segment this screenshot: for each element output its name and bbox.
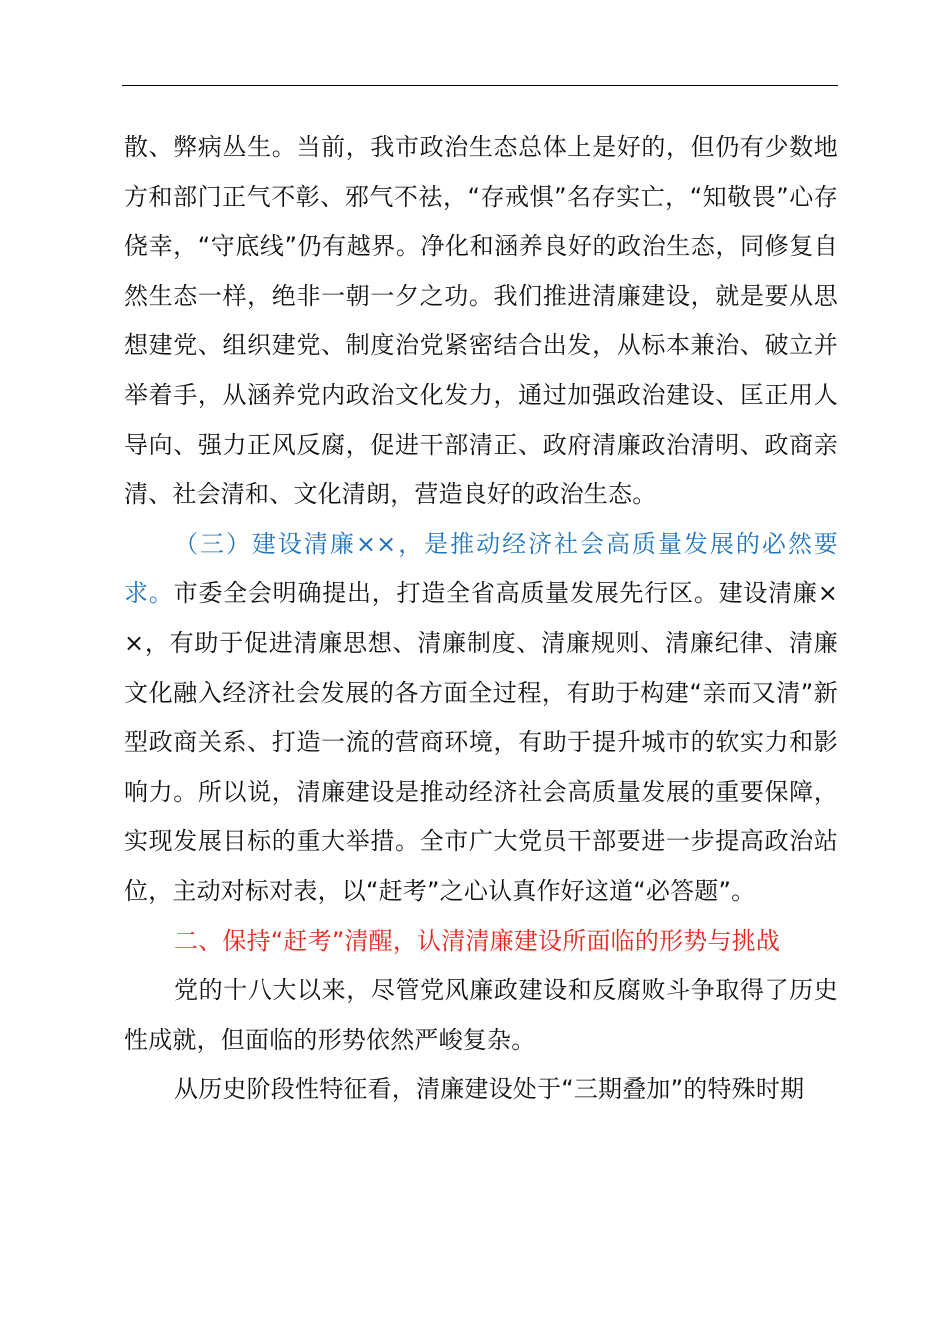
paragraph-text: 党的十八大以来，尽管党风廉政建设和反腐败斗争取得了历史性成就，但面临的形势依然严峻复杂。 bbox=[124, 976, 838, 1054]
paragraph-high-quality-development bbox=[124, 520, 838, 917]
paragraph-text: 市委全会明确提出，打造全省高质量发展先行区。建设清廉××，有助于促进清廉思想、清廉制度、清廉规则、清廉纪律、清廉文化融入经济社会发展的各方面全过程，有助于构建“亲而又清”新型政商关系、打造一流的营商环境，有助于提升城市的软实力和影响力。所以说，清廉建设是推动经济社会高质量发展的重要保障，实现发展目标的重大举措。全市广大党员干部要进一步提高政治站位，主动对标对表，以“赶考”之心认真作好这道“必答题”。 bbox=[124, 579, 838, 905]
document-body bbox=[124, 123, 838, 1115]
subheading-three: （三）建设清廉××，是推动经济社会高质量发展的必然要求。 bbox=[124, 529, 838, 608]
header-rule bbox=[122, 85, 838, 86]
section-heading-two: 二、保持“赶考”清醒，认清清廉建设所面临的形势与挑战 bbox=[174, 926, 781, 955]
paragraph-text: 从历史阶段性特征看，清廉建设处于“三期叠加”的特殊时期 bbox=[174, 1075, 805, 1104]
paragraph-political-ecology bbox=[124, 123, 838, 520]
paragraph-historical-stage bbox=[124, 1065, 838, 1115]
paragraph-text: 散、弊病丛生。当前，我市政治生态总体上是好的，但仍有少数地方和部门正气不彰、邪气不祛，“存戒惧”名存实亡，“知敬畏”心存侥幸，“守底线”仍有越界。净化和涵养良好的政治生态，同修复自然生态一样，绝非一朝一夕之功。我们推进清廉建设，就是要从思想建党、组织建党、制度治党紧密结合出发，从标本兼治、破立并举着手，从涵养党内政治文化发力，通过加强政治建设、匡正用人导向、强力正风反腐，促进干部清正、政府清廉政治清明、政商亲清、社会清和、文化清朗，营造良好的政治生态。 bbox=[124, 133, 838, 509]
paragraph-situation bbox=[124, 966, 838, 1065]
